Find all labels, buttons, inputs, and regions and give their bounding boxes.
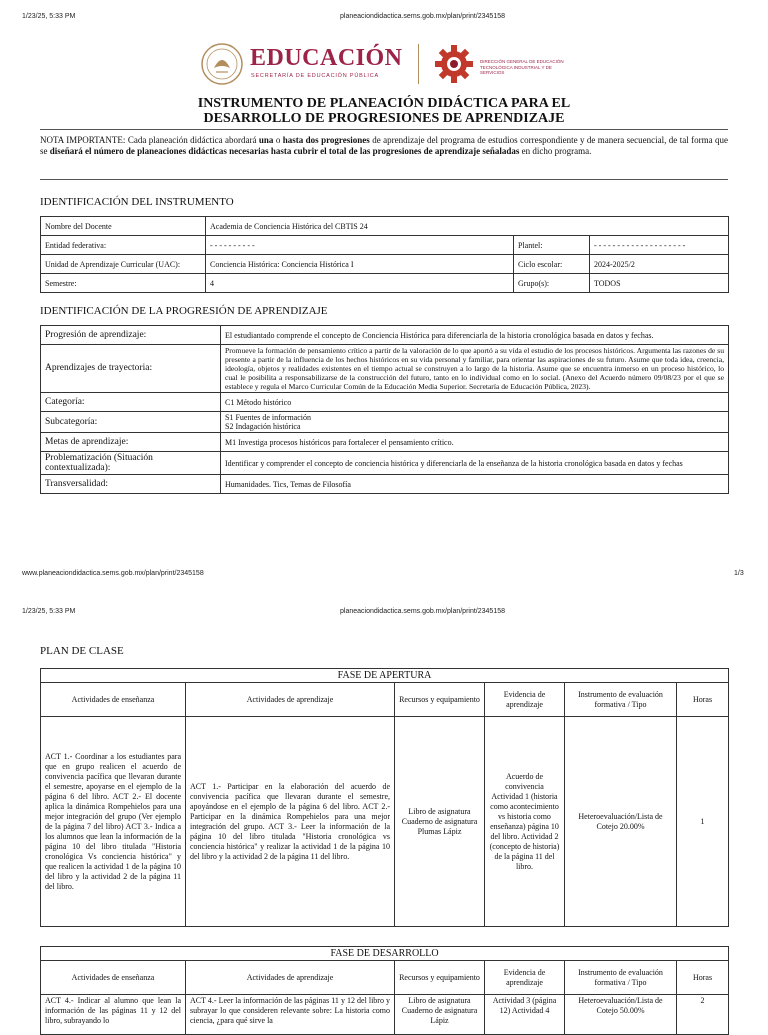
document-title (0, 96, 768, 126)
dgeti-gear-icon (434, 44, 474, 84)
recursos-cell: Libro de asignatura Cuaderno de asignatura Lápiz (395, 995, 485, 1035)
note-text: en dicho programa. (519, 146, 592, 156)
table-row (41, 995, 729, 1035)
table-row (41, 255, 729, 274)
table-row (41, 236, 729, 255)
educacion-wordmark: EDUCACIÓN (250, 45, 403, 71)
aprendizaje-cell: ACT 1.- Participar en la elaboración del acuerdo de convivencia pacífica que llevaran durante el semestre, apoyándose en el ejemplo de la página 6 del libro. ACT 2.- Participar en la dinámica Rompehielos para una mejor integración del grupo. ACT 3.- Leer la información de la página 10 del libro titulada "Historia cronológica vs conciencia histórica" y realizar la actividad 1 de la página 10 del libro y la actividad 2 de la página 11 del libro. (186, 717, 395, 927)
table-row (41, 947, 729, 961)
logo-divider (418, 44, 419, 84)
note-label: NOTA IMPORTANTE: (40, 135, 126, 145)
print-url: planeaciondidactica.sems.gob.mx/plan/print/2345158 (340, 13, 505, 20)
evidencia-cell: Actividad 3 (página 12) Actividad 4 (485, 995, 565, 1035)
ensenanza-cell: ACT 1.- Coordinar a los estudiantes para que en grupo realicen el acuerdo de convivencia pacífica que llevaran durante el semestre, apoyarse en el ejemplo de la página 6 del libro. ACT 2.- El docente aplica la dinámica Rompehielos para una mejor integración del grupo (Ver ejemplo de la página 7 del libro) ACT 3.- Indica a los alumnos que lean la información de la página 10 del libro titulada "Historia cronológica Vs conciencia histórica" y que realicen la actividad 1 de la página 10 del libro y la actividad 2 de la página 11 del libro. (41, 717, 186, 927)
ciclo-value: 2024-2025/2 (590, 255, 729, 274)
note-text: o (273, 135, 283, 145)
note-bold: diseñará el número de planeaciones didácticas necesarias hasta cubrir el total de las progresiones de aprendizaje señaladas (49, 146, 520, 156)
ensenanza-cell: ACT 4.- Indicar al alumno que lean la información de las páginas 11 y 12 del libro, subrayando lo (41, 995, 186, 1035)
subcategoria-value (221, 412, 729, 433)
table-row (41, 345, 729, 393)
aprendizaje-cell: ACT 4.- Leer la información de las páginas 11 y 12 del libro y subrayar lo que consideren relevante sobre: La historia como ciencia, ¿para qué sirve la (186, 995, 395, 1035)
problematizacion-value: Identificar y comprender el concepto de conciencia histórica y diferenciarla de la enseñanza de la historia cronológica basada en datos y fechas (221, 452, 729, 475)
table-row (41, 326, 729, 345)
column-header: Instrumento de evaluación formativa / Tipo (565, 961, 677, 995)
table-header-row (41, 683, 729, 717)
docente-value: Academia de Conciencia Histórica del CBTIS 24 (206, 217, 729, 236)
column-header: Actividades de aprendizaje (186, 683, 395, 717)
important-note (40, 135, 728, 157)
metas-value: M1 Investiga procesos históricos para fortalecer el pensamiento crítico. (221, 433, 729, 452)
footer-url: www.planeaciondidactica.sems.gob.mx/plan/print/2345158 (22, 570, 204, 577)
entidad-label: Entidad federativa: (41, 236, 206, 255)
metas-label: Metas de aprendizaje: (41, 433, 221, 452)
column-header: Horas (677, 683, 729, 717)
print-datetime: 1/23/25, 5:33 PM (22, 13, 76, 20)
section-heading-plan: PLAN DE CLASE (40, 645, 124, 657)
plantel-value: - - - - - - - - - - - - - - - - - - - - (590, 236, 729, 255)
print-datetime: 1/23/25, 5:33 PM (22, 608, 76, 615)
uac-value: Conciencia Histórica: Conciencia Histórica I (206, 255, 514, 274)
ciclo-label: Ciclo escolar: (514, 255, 590, 274)
recursos-cell: Libro de asignatura Cuaderno de asignatura Plumas Lápiz (395, 717, 485, 927)
phase-desarrollo-table (40, 946, 729, 1035)
title-line-2: DESARROLLO DE PROGRESIONES DE APRENDIZAJE (203, 111, 565, 126)
section-heading-progresion: IDENTIFICACIÓN DE LA PROGRESIÓN DE APRENDIZAJE (40, 305, 328, 317)
table-row (41, 475, 729, 494)
mexico-coat-of-arms-icon (200, 42, 244, 86)
categoria-label: Categoría: (41, 393, 221, 412)
note-rule (40, 179, 728, 180)
note-bold: hasta dos progresiones (282, 135, 370, 145)
instrumento-cell: Heteroevaluación/Lista de Cotejo 20.00% (565, 717, 677, 927)
phase-title: FASE DE DESARROLLO (41, 947, 729, 961)
progresion-label: Progresión de aprendizaje: (41, 326, 221, 345)
dgeti-line-1: DIRECCIÓN GENERAL DE EDUCACIÓN (480, 59, 564, 64)
uac-label: Unidad de Aprendizaje Curricular (UAC): (41, 255, 206, 274)
logo-banner (0, 42, 768, 88)
horas-cell: 1 (677, 717, 729, 927)
instrumento-cell: Heteroevaluación/Lista de Cotejo 50.00% (565, 995, 677, 1035)
entidad-value: - - - - - - - - - - (206, 236, 514, 255)
docente-label: Nombre del Docente (41, 217, 206, 236)
table-row (41, 217, 729, 236)
page-number: 1/3 (734, 570, 744, 577)
progression-table (40, 325, 729, 494)
instrument-table (40, 216, 729, 293)
column-header: Evidencia de aprendizaje (485, 961, 565, 995)
progresion-value: El estudiantado comprende el concepto de Conciencia Histórica para diferenciarla de la historia cronológica basada en datos y fechas. (221, 326, 729, 345)
table-row (41, 717, 729, 927)
trayectoria-value: Promueve la formación de pensamiento crítico a partir de la valoración de lo que aportó a su vida el estudio de los procesos históricos. Argumenta las razones de su presente a partir de la influencia de los hechos históricos en su vida personal y familiar, para orientar las aspiraciones de su futuro. Asume que toda idea, creencia, ideología, objetos y realidades existentes en el tiempo actual se construyen a lo largo de la historia. Asume que se encuentra inmerso en un proceso histórico, lo cual le posibilita a responsabilizarse de la construcción del futuro, tanto en lo individual como en lo social. (Anexo del Acuerdo número 09/08/23 por el que se establece y regula el Marco Curricular Común de la Educación Media Superior. Secretaría de Educación Pública, 2023). (221, 345, 729, 393)
subcategoria-item: S1 Fuentes de información (225, 413, 311, 422)
grupo-value: TODOS (590, 274, 729, 293)
note-bold: una (258, 135, 274, 145)
phase-apertura-table (40, 668, 729, 927)
semestre-label: Semestre: (41, 274, 206, 293)
subcategoria-item: S2 Indagación histórica (225, 422, 301, 431)
column-header: Actividades de aprendizaje (186, 961, 395, 995)
column-header: Instrumento de evaluación formativa / Tipo (565, 683, 677, 717)
transversalidad-label: Transversalidad: (41, 475, 221, 494)
table-row (41, 669, 729, 683)
sep-wordmark: SECRETARÍA DE EDUCACIÓN PÚBLICA (251, 73, 379, 79)
column-header: Recursos y equipamiento (395, 961, 485, 995)
table-header-row (41, 961, 729, 995)
column-header: Horas (677, 961, 729, 995)
column-header: Evidencia de aprendizaje (485, 683, 565, 717)
column-header: Recursos y equipamiento (395, 683, 485, 717)
dgeti-line-2: TECNOLÓGICA INDUSTRIAL Y DE SERVICIOS (480, 64, 552, 75)
column-header: Actividades de enseñanza (41, 683, 186, 717)
note-text: de aprendizaje del programa de estudios correspondiente y de manera secuencial, de tal forma que se (40, 135, 729, 156)
section-heading-instrumento: IDENTIFICACIÓN DEL INSTRUMENTO (40, 196, 234, 208)
column-header: Actividades de enseñanza (41, 961, 186, 995)
semestre-value: 4 (206, 274, 514, 293)
subcategoria-label: Subcategoría: (41, 412, 221, 433)
plantel-label: Plantel: (514, 236, 590, 255)
table-row (41, 412, 729, 433)
problematizacion-label: Problematización (Situación contextualizada): (41, 452, 221, 475)
categoria-value: C1 Método histórico (221, 393, 729, 412)
evidencia-cell: Acuerdo de convivencia Actividad 1 (historia como acontecimiento vs historia como enseñanza) página 10 del libro. Actividad 2 (concepto de historia) de la página 11 del libro. (485, 717, 565, 927)
dgeti-wordmark (480, 59, 570, 76)
table-row (41, 393, 729, 412)
grupo-label: Grupo(s): (514, 274, 590, 293)
trayectoria-label: Aprendizajes de trayectoria: (41, 345, 221, 393)
table-row (41, 452, 729, 475)
transversalidad-value: Humanidades. Tics, Temas de Filosofía (221, 475, 729, 494)
table-row (41, 433, 729, 452)
title-rule (40, 129, 728, 130)
note-text: Cada planeación didáctica abordará (125, 135, 259, 145)
horas-cell: 2 (677, 995, 729, 1035)
table-row (41, 274, 729, 293)
phase-title: FASE DE APERTURA (41, 669, 729, 683)
print-url: planeaciondidactica.sems.gob.mx/plan/print/2345158 (340, 608, 505, 615)
title-line-1: INSTRUMENTO DE PLANEACIÓN DIDÁCTICA PARA EL (197, 96, 571, 111)
